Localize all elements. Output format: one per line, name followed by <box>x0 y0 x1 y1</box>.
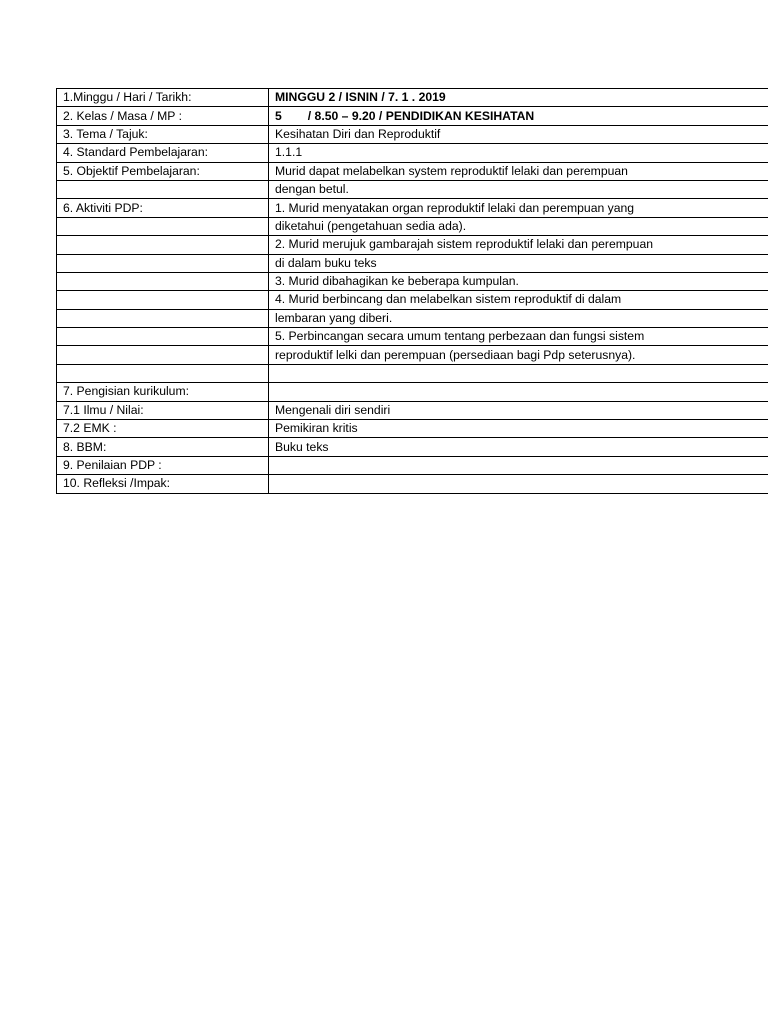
row-label-empty <box>57 272 269 290</box>
table-row <box>57 309 768 327</box>
table-row <box>57 144 768 162</box>
row-value-aktiviti-3: 3. Murid dibahagikan ke beberapa kumpulan. <box>269 272 768 290</box>
row-value-emk: Pemikiran kritis <box>269 420 768 438</box>
row-label-bbm: 8. BBM: <box>57 438 269 456</box>
table-row <box>57 236 768 254</box>
table-row <box>57 456 768 474</box>
row-value-aktiviti-2: 2. Murid merujuk gambarajah sistem reproduktif lelaki dan perempuan <box>269 236 768 254</box>
row-label-empty <box>57 291 269 309</box>
row-value-refleksi-impak <box>269 475 768 493</box>
row-label-empty <box>57 364 269 382</box>
row-value-ilmu-nilai: Mengenali diri sendiri <box>269 401 768 419</box>
table-row <box>57 89 768 107</box>
row-label-aktiviti-pdp: 6. Aktiviti PDP: <box>57 199 269 217</box>
row-value-aktiviti-1: 1. Murid menyatakan organ reproduktif lelaki dan perempuan yang <box>269 199 768 217</box>
row-label-ilmu-nilai: 7.1 Ilmu / Nilai: <box>57 401 269 419</box>
table-row <box>57 217 768 235</box>
row-label-minggu-hari-tarikh: 1.Minggu / Hari / Tarikh: <box>57 89 269 107</box>
row-value-minggu-hari-tarikh: MINGGU 2 / ISNIN / 7. 1 . 2019 <box>269 89 768 107</box>
table-row <box>57 107 768 125</box>
kelas-value: 5 <box>275 108 282 123</box>
table-row <box>57 438 768 456</box>
row-label-emk: 7.2 EMK : <box>57 420 269 438</box>
table-row <box>57 328 768 346</box>
row-value-penilaian-pdp <box>269 456 768 474</box>
table-row <box>57 272 768 290</box>
table-row <box>57 180 768 198</box>
table-row <box>57 291 768 309</box>
row-value-objektif-continued: dengan betul. <box>269 180 768 198</box>
row-label-empty <box>57 346 269 364</box>
row-value-standard-pembelajaran: 1.1.1 <box>269 144 768 162</box>
row-label-kelas-masa-mp: 2. Kelas / Masa / MP : <box>57 107 269 125</box>
row-value-empty <box>269 364 768 382</box>
row-label-objektif-pembelajaran: 5. Objektif Pembelajaran: <box>57 162 269 180</box>
lesson-plan-table <box>56 88 768 494</box>
row-value-bbm: Buku teks <box>269 438 768 456</box>
row-value-tema-tajuk: Kesihatan Diri dan Reproduktif <box>269 125 768 143</box>
row-label-penilaian-pdp: 9. Penilaian PDP : <box>57 456 269 474</box>
row-label-empty <box>57 217 269 235</box>
row-label-empty <box>57 236 269 254</box>
row-value-aktiviti-1-continued: diketahui (pengetahuan sedia ada). <box>269 217 768 235</box>
row-value-pengisian-kurikulum <box>269 383 768 401</box>
row-label-empty <box>57 328 269 346</box>
row-label-standard-pembelajaran: 4. Standard Pembelajaran: <box>57 144 269 162</box>
table-row <box>57 125 768 143</box>
row-value-aktiviti-2-continued: di dalam buku teks <box>269 254 768 272</box>
table-row <box>57 364 768 382</box>
table-row <box>57 254 768 272</box>
masa-mp-value: / 8.50 – 9.20 / PENDIDIKAN KESIHATAN <box>307 108 535 123</box>
table-row <box>57 420 768 438</box>
row-label-refleksi-impak: 10. Refleksi /Impak: <box>57 475 269 493</box>
row-value-kelas-masa-mp <box>269 107 768 125</box>
row-label-tema-tajuk: 3. Tema / Tajuk: <box>57 125 269 143</box>
table-row <box>57 346 768 364</box>
row-value-aktiviti-4-continued: lembaran yang diberi. <box>269 309 768 327</box>
table-row <box>57 383 768 401</box>
row-value-objektif-pembelajaran: Murid dapat melabelkan system reproduktif lelaki dan perempuan <box>269 162 768 180</box>
table-row <box>57 401 768 419</box>
table-row <box>57 162 768 180</box>
row-label-empty <box>57 180 269 198</box>
row-label-pengisian-kurikulum: 7. Pengisian kurikulum: <box>57 383 269 401</box>
row-value-aktiviti-5-continued: reproduktif lelki dan perempuan (persediaan bagi Pdp seterusnya). <box>269 346 768 364</box>
row-value-aktiviti-4: 4. Murid berbincang dan melabelkan sistem reproduktif di dalam <box>269 291 768 309</box>
row-label-empty <box>57 309 269 327</box>
row-label-empty <box>57 254 269 272</box>
table-row <box>57 199 768 217</box>
row-value-aktiviti-5: 5. Perbincangan secara umum tentang perbezaan dan fungsi sistem <box>269 328 768 346</box>
table-row <box>57 475 768 493</box>
